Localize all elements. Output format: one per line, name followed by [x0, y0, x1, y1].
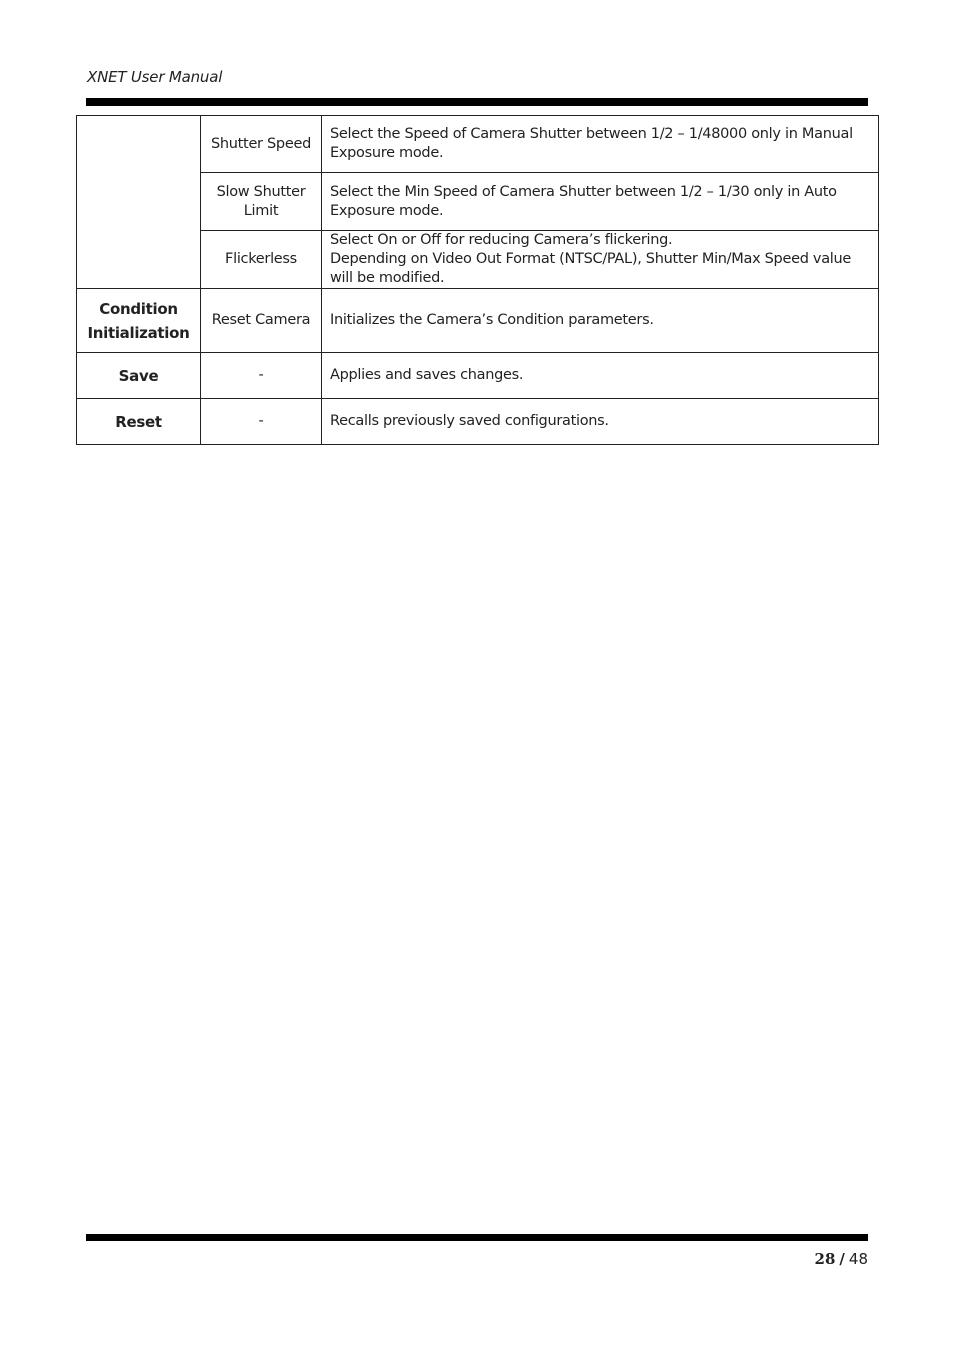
category-cell: [77, 353, 201, 399]
description-cell: [322, 173, 879, 231]
description-line: Applies and saves changes.: [330, 367, 524, 383]
description-line: Select On or Off for reducing Camera’s flickering.: [330, 232, 673, 248]
description-cell: [322, 353, 879, 399]
description-line: Select the Speed of Camera Shutter between 1/2 – 1/48000 only in Manual: [330, 126, 853, 142]
category-label: Reset: [115, 412, 162, 431]
page-separator: /: [839, 1250, 845, 1268]
description-line: Initializes the Camera’s Condition parameters.: [330, 312, 654, 328]
item-label: -: [258, 367, 264, 383]
page-number: [815, 1250, 868, 1268]
description-line: Exposure mode.: [330, 202, 444, 219]
description-cell: [322, 116, 879, 173]
category-cell-empty: [77, 116, 201, 289]
description-line: Depending on Video Out Format (NTSC/PAL), Shutter Min/Max Speed value: [330, 251, 852, 267]
item-cell: [201, 353, 322, 399]
category-cell: [77, 399, 201, 445]
category-cell: [77, 289, 201, 353]
item-label: Flickerless: [225, 251, 297, 267]
page-current: 28: [814, 1250, 836, 1268]
item-cell: [201, 173, 322, 231]
category-label: Condition: [99, 299, 178, 318]
description-line: Exposure mode.: [330, 145, 444, 161]
page-total: 48: [848, 1250, 868, 1268]
table-row: [77, 289, 879, 353]
item-cell: [201, 289, 322, 353]
description-cell: [322, 289, 879, 353]
category-label: Save: [118, 366, 159, 385]
item-cell: [201, 399, 322, 445]
settings-table: [76, 115, 879, 445]
table-row: [77, 353, 879, 399]
category-label: Initialization: [87, 323, 190, 342]
description-line: Recalls previously saved configurations.: [330, 413, 609, 429]
item-label: -: [258, 413, 264, 429]
description-cell: [322, 399, 879, 445]
footer-divider: [86, 1234, 868, 1241]
item-label: Reset Camera: [211, 312, 311, 328]
header-divider: [86, 98, 868, 106]
item-label: Limit: [243, 202, 279, 219]
table-row: [77, 116, 879, 173]
table-row: [77, 399, 879, 445]
document-title: XNET User Manual: [87, 68, 223, 86]
item-cell: [201, 116, 322, 173]
item-label: Shutter Speed: [210, 135, 311, 152]
item-cell: [201, 231, 322, 289]
description-line: will be modified.: [330, 270, 445, 286]
item-label: Slow Shutter: [216, 183, 306, 200]
description-cell: [322, 231, 879, 289]
description-line: Select the Min Speed of Camera Shutter between 1/2 – 1/30 only in Auto: [330, 183, 837, 200]
